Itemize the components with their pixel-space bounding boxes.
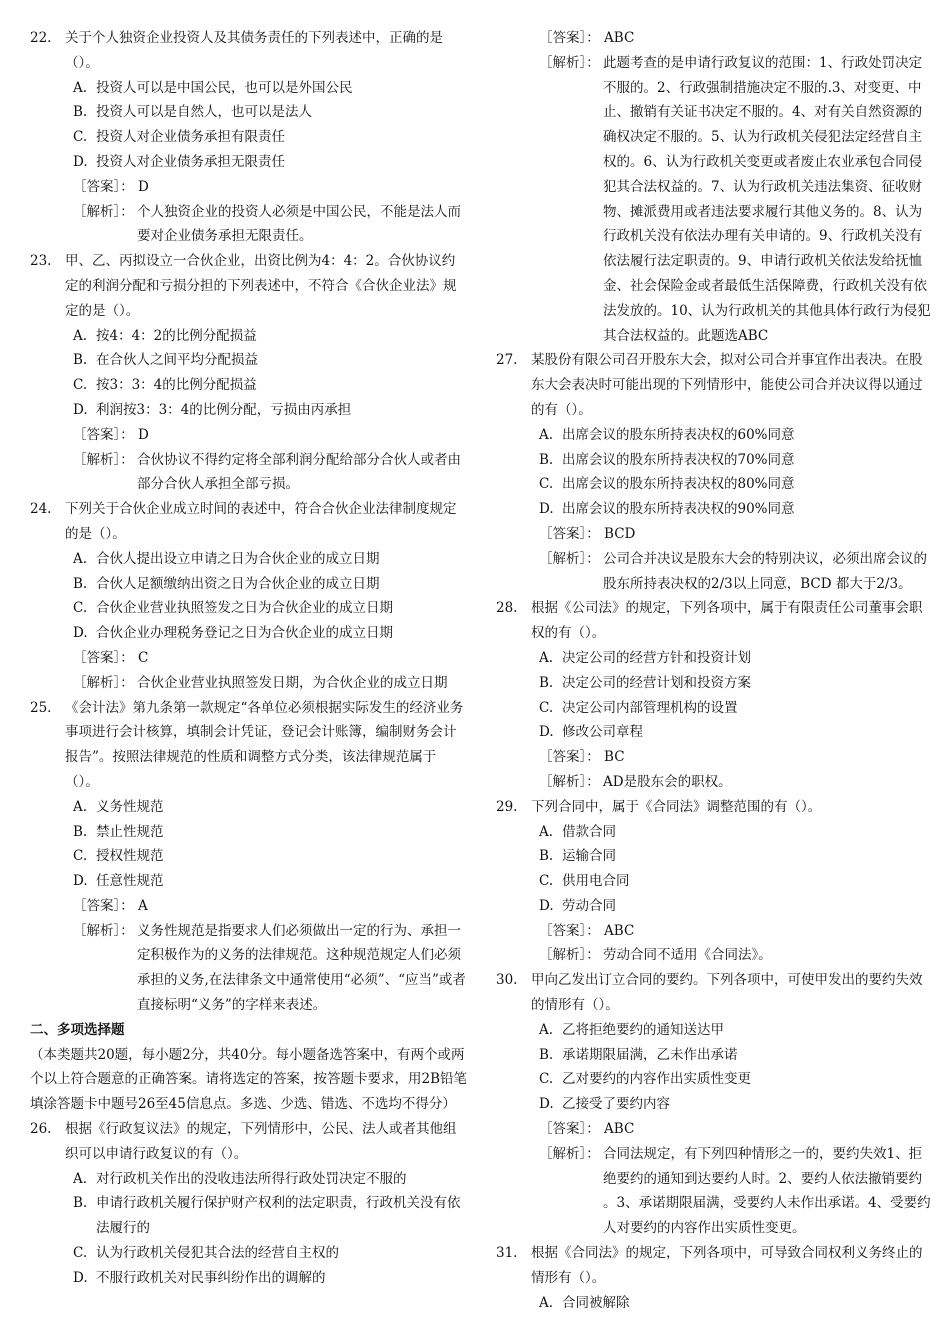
option-text: 借款合同 — [562, 823, 616, 840]
question-number: 24. — [30, 501, 52, 518]
option-label: B. — [73, 352, 88, 369]
option-d — [73, 1266, 468, 1291]
option-text: 在合伙人之间平均分配损益 — [96, 352, 258, 369]
answer-line: ［答案］： ABC — [539, 30, 635, 46]
option-label: C. — [73, 377, 88, 394]
option-c — [73, 373, 468, 398]
option-label: C. — [73, 1245, 88, 1262]
analysis — [73, 448, 468, 498]
option-b — [539, 844, 932, 869]
option-label: B. — [539, 1046, 554, 1063]
option-label: C. — [539, 873, 554, 890]
option-text: 乙接受了要约内容 — [562, 1096, 670, 1113]
answer-line: ［答案］： D — [73, 426, 149, 443]
option-text: 申请行政机关履行保护财产权利的法定职责，行政机关没有依法履行的 — [96, 1195, 461, 1237]
option-a — [539, 646, 932, 671]
analysis — [539, 51, 932, 349]
option-label: B. — [73, 575, 88, 592]
option-label: B. — [539, 848, 554, 865]
option-a — [73, 76, 468, 101]
option-label: C. — [73, 600, 88, 617]
question-number: 26. — [30, 1121, 52, 1138]
option-d — [539, 894, 932, 919]
analysis-text: 劳动合同不适用《合同法》。 — [603, 947, 772, 964]
option-label: D. — [73, 1269, 88, 1286]
question-stem: 根据《行政复议法》的规定，下列情形中，公民、法人或者其他组织可以申请行政复议的有（）。 — [65, 1121, 457, 1162]
option-text: 按3：3：4的比例分配损益 — [96, 377, 257, 394]
analysis-label: ［解析］： — [73, 451, 134, 468]
analysis — [73, 200, 468, 250]
question-stem: 某股份有限公司召开股东大会，拟对公司合并事宜作出表决。在股东大会表决时可能出现的下列情形中，能使公司合并决议得以通过的有（）。 — [531, 352, 923, 418]
option-c — [73, 596, 468, 621]
option-a — [539, 1291, 932, 1316]
question-stem: 关于个人独资企业投资人及其债务责任的下列表述中，正确的是（）。 — [65, 30, 443, 71]
question-23 — [30, 249, 468, 497]
option-text: 承诺期限届满，乙未作出承诺 — [562, 1046, 738, 1063]
option-label: B. — [73, 104, 88, 121]
analysis — [73, 671, 468, 696]
option-b — [539, 671, 932, 696]
option-text: 不服行政机关对民事纠纷作出的调解的 — [96, 1269, 326, 1286]
option-text: 投资人对企业债务承担无限责任 — [96, 153, 285, 170]
option-label: D. — [73, 401, 88, 418]
option-c — [539, 696, 932, 721]
option-text: 投资人可以是中国公民，也可以是外国公民 — [96, 79, 353, 96]
question-number: 30. — [496, 972, 518, 989]
option-label: D. — [539, 501, 554, 518]
option-text: 决定公司的经营计划和投资方案 — [562, 674, 751, 691]
option-b — [73, 1191, 468, 1241]
option-text: 对行政机关作出的没收违法所得行政处罚决定不服的 — [96, 1170, 407, 1187]
question-stem: 《会计法》第九条第一款规定“各单位必须根据实际发生的经济业务事项进行会计核算，填制会计凭证，登记会计账簿，编制财务会计报告”。按照法律规范的性质和调整方式分类，该法律规范属于（）。 — [65, 699, 464, 790]
right-column — [496, 26, 932, 1315]
option-text: 乙对要约的内容作出实质性变更 — [562, 1071, 751, 1088]
question-stem: 甲、乙、丙拟设立一合伙企业，出资比例为4：4：2。合伙协议约定的利润分配和亏损分担的下列表述中，不符合《合伙企业法》规定的是（）。 — [65, 253, 457, 319]
option-text: 合同被解除 — [562, 1294, 630, 1311]
question-31 — [496, 1241, 932, 1315]
option-d — [73, 150, 468, 175]
question-number: 31. — [496, 1245, 518, 1262]
question-29 — [496, 795, 932, 969]
option-label: A. — [73, 798, 88, 815]
option-text: 合伙人足额缴纳出资之日为合伙企业的成立日期 — [96, 575, 380, 592]
option-d — [539, 497, 932, 522]
analysis-text: 合伙企业营业执照签发日期，为合伙企业的成立日期 — [137, 674, 448, 691]
option-text: 运输合同 — [562, 848, 616, 865]
option-text: 合伙企业营业执照签发之日为合伙企业的成立日期 — [96, 600, 393, 617]
option-label: D. — [539, 724, 554, 741]
option-c — [539, 869, 932, 894]
question-22 — [30, 26, 468, 249]
option-text: 授权性规范 — [96, 848, 164, 865]
option-label: A. — [539, 649, 554, 666]
option-c — [539, 1067, 932, 1092]
option-label: A. — [539, 1021, 554, 1038]
analysis-label: ［解析］： — [539, 773, 600, 790]
option-b — [73, 572, 468, 597]
option-text: 出席会议的股东所持表决权的90%同意 — [562, 501, 795, 518]
option-a — [73, 1167, 468, 1192]
question-26-continued — [496, 26, 932, 348]
option-text: 修改公司章程 — [562, 724, 643, 741]
option-b — [73, 348, 468, 373]
analysis — [539, 943, 932, 968]
option-text: 出席会议的股东所持表决权的80%同意 — [562, 476, 795, 493]
question-stem: 根据《合同法》的规定，下列各项中，可导致合同权利义务终止的情形有（）。 — [531, 1245, 923, 1286]
analysis-text: 义务性规范是指要求人们必须做出一定的行为、承担一定积极作为的义务的法律规范。这种规范规定人们必须承担的义务,在法律条文中通常使用“必须”、“应当”或者直接标明“义务”的字样来表述。 — [137, 922, 466, 1014]
option-c — [539, 472, 932, 497]
option-label: D. — [539, 1096, 554, 1113]
analysis-text: 合伙协议不得约定将全部利润分配给部分合伙人或者由部分合伙人承担全部亏损。 — [137, 451, 461, 493]
section-title: 二、多项选择题 — [30, 1021, 125, 1038]
option-text: 投资人对企业债务承担有限责任 — [96, 129, 285, 146]
option-text: 供用电合同 — [562, 873, 630, 890]
option-label: D. — [73, 873, 88, 890]
analysis-label: ［解析］： — [539, 550, 600, 567]
option-label: C. — [73, 848, 88, 865]
option-text: 按4：4：2的比例分配损益 — [96, 327, 257, 344]
answer-line: ［答案］： C — [73, 649, 149, 666]
analysis — [539, 1142, 932, 1241]
option-label: A. — [539, 823, 554, 840]
answer-line: ［答案］： ABC — [539, 922, 635, 939]
option-text: 出席会议的股东所持表决权的60%同意 — [562, 426, 795, 443]
option-a — [73, 547, 468, 572]
answer-line: ［答案］： ABC — [539, 1121, 635, 1138]
section-intro: （本类题共20题，每小题2分，共40分。每小题备选答案中，有两个或两个以上符合题意的正确答案。请将选定的答案，按答题卡要求，用2B铅笔填涂答题卡中题号26至45信息点。多选、少选、错选、不选均不得分） — [30, 1046, 468, 1113]
answer-line: ［答案］： A — [73, 897, 148, 914]
option-text: 乙将拒绝要约的通知送达甲 — [562, 1021, 724, 1038]
option-label: D. — [73, 625, 88, 642]
analysis-label: ［解析］： — [73, 922, 134, 939]
question-number: 22. — [30, 30, 52, 46]
option-label: C. — [539, 699, 554, 716]
option-d — [539, 720, 932, 745]
option-a — [539, 423, 932, 448]
option-label: B. — [539, 451, 554, 468]
option-label: A. — [539, 426, 554, 443]
question-27 — [496, 348, 932, 596]
analysis — [539, 547, 932, 597]
option-d — [73, 869, 468, 894]
option-label: C. — [539, 1071, 554, 1088]
option-a — [73, 795, 468, 820]
option-label: B. — [73, 1195, 88, 1212]
option-text: 任意性规范 — [96, 873, 164, 890]
question-number: 29. — [496, 798, 518, 815]
option-text: 劳动合同 — [562, 897, 616, 914]
analysis-text: 此题考查的是申请行政复议的范围：1、行政处罚决定不服的。2、行政强制措施决定不服的.3、对变更、中止、撤销有关证书决定不服的。4、对有关自然资源的确权决定不服的。5、认为行政机关侵犯法定经营自主权的。6、认为行政机关变更或者废止农业承包合同侵犯其合法权益的。7、认为行政机关违法集资、征收财物、摊派费用或者违法要求履行其他义务的。8、认为行政机关没有依法办理有关申请的。9、行政机关没有依法履行法定职责的。9、申请行政机关依法发给抚恤金、社会保险金或者最低生活保障费，行政机关没有依法发放的。10、认为行政机关的其他具体行政行为侵犯其合法权益的。此题选ABC — [603, 54, 931, 344]
analysis-text: 公司合并决议是股东大会的特别决议，必须出席会议的股东所持表决权的2/3以上同意，BCD 都大于2/3。 — [603, 550, 927, 592]
option-text: 认为行政机关侵犯其合法的经营自主权的 — [96, 1245, 339, 1262]
question-26 — [30, 1117, 468, 1291]
option-text: 合伙人提出设立申请之日为合伙企业的成立日期 — [96, 550, 380, 567]
question-stem: 下列合同中，属于《合同法》调整范围的有（）。 — [531, 798, 822, 815]
option-d — [539, 1092, 932, 1117]
question-number: 28. — [496, 600, 518, 617]
question-25 — [30, 696, 468, 1018]
option-d — [73, 621, 468, 646]
analysis-label: ［解析］： — [539, 947, 600, 964]
option-c — [73, 844, 468, 869]
question-24 — [30, 497, 468, 695]
analysis-label: ［解析］： — [539, 1145, 600, 1162]
option-text: 决定公司内部管理机构的设置 — [562, 699, 738, 716]
option-label: C. — [539, 476, 554, 493]
option-label: D. — [73, 153, 88, 170]
question-stem: 根据《公司法》的规定，下列各项中，属于有限责任公司董事会职权的有（）。 — [531, 600, 923, 642]
option-label: A. — [73, 327, 88, 344]
option-c — [73, 1241, 468, 1266]
question-number: 23. — [30, 253, 52, 270]
option-text: 投资人可以是自然人，也可以是法人 — [96, 104, 312, 121]
question-number: 25. — [30, 699, 52, 716]
option-a — [539, 820, 932, 845]
option-label: A. — [73, 550, 88, 567]
question-28 — [496, 596, 932, 794]
option-d — [73, 398, 468, 423]
analysis-label: ［解析］： — [539, 54, 600, 71]
left-column — [30, 26, 468, 1291]
option-label: C. — [73, 129, 88, 146]
analysis-label: ［解析］： — [73, 674, 134, 691]
option-label: B. — [539, 674, 554, 691]
answer-line: ［答案］： D — [73, 178, 149, 195]
option-a — [539, 1018, 932, 1043]
analysis — [73, 919, 468, 1018]
option-text: 利润按3：3：4的比例分配，亏损由丙承担 — [96, 401, 352, 418]
option-label: A. — [73, 79, 88, 96]
answer-line: ［答案］： BC — [539, 749, 625, 766]
answer-line: ［答案］： BCD — [539, 525, 636, 542]
analysis-text: AD是股东会的职权。 — [603, 773, 732, 790]
option-b — [73, 820, 468, 845]
analysis-text: 合同法规定，有下列四种情形之一的，要约失效1、拒绝要约的通知到达要约人时。2、要约人依法撤销要约 。3、承诺期限届满，受要约人未作出承诺。4、受要约人对要约的内容作出实质性变更。 — [603, 1145, 931, 1237]
option-text: 决定公司的经营方针和投资计划 — [562, 649, 751, 666]
option-text: 合伙企业办理税务登记之日为合伙企业的成立日期 — [96, 625, 393, 642]
option-text: 出席会议的股东所持表决权的70%同意 — [562, 451, 795, 468]
option-text: 义务性规范 — [96, 798, 164, 815]
question-stem: 甲向乙发出订立合同的要约。下列各项中，可使甲发出的要约失效的情形有（）。 — [531, 972, 923, 1014]
analysis-text: 个人独资企业的投资人必须是中国公民，不能是法人而要对企业债务承担无限责任。 — [137, 203, 461, 245]
option-text: 禁止性规范 — [96, 823, 164, 840]
analysis-label: ［解析］： — [73, 203, 134, 220]
option-b — [539, 1043, 932, 1068]
analysis — [539, 770, 932, 795]
question-30 — [496, 968, 932, 1241]
question-number: 27. — [496, 352, 518, 369]
option-label: A. — [539, 1294, 554, 1311]
option-label: D. — [539, 897, 554, 914]
option-b — [539, 448, 932, 473]
option-c — [73, 125, 468, 150]
option-label: A. — [73, 1170, 88, 1187]
option-a — [73, 324, 468, 349]
question-stem: 下列关于合伙企业成立时间的表述中，符合合伙企业法律制度规定的是（）。 — [65, 501, 457, 542]
option-label: B. — [73, 823, 88, 840]
option-b — [73, 100, 468, 125]
